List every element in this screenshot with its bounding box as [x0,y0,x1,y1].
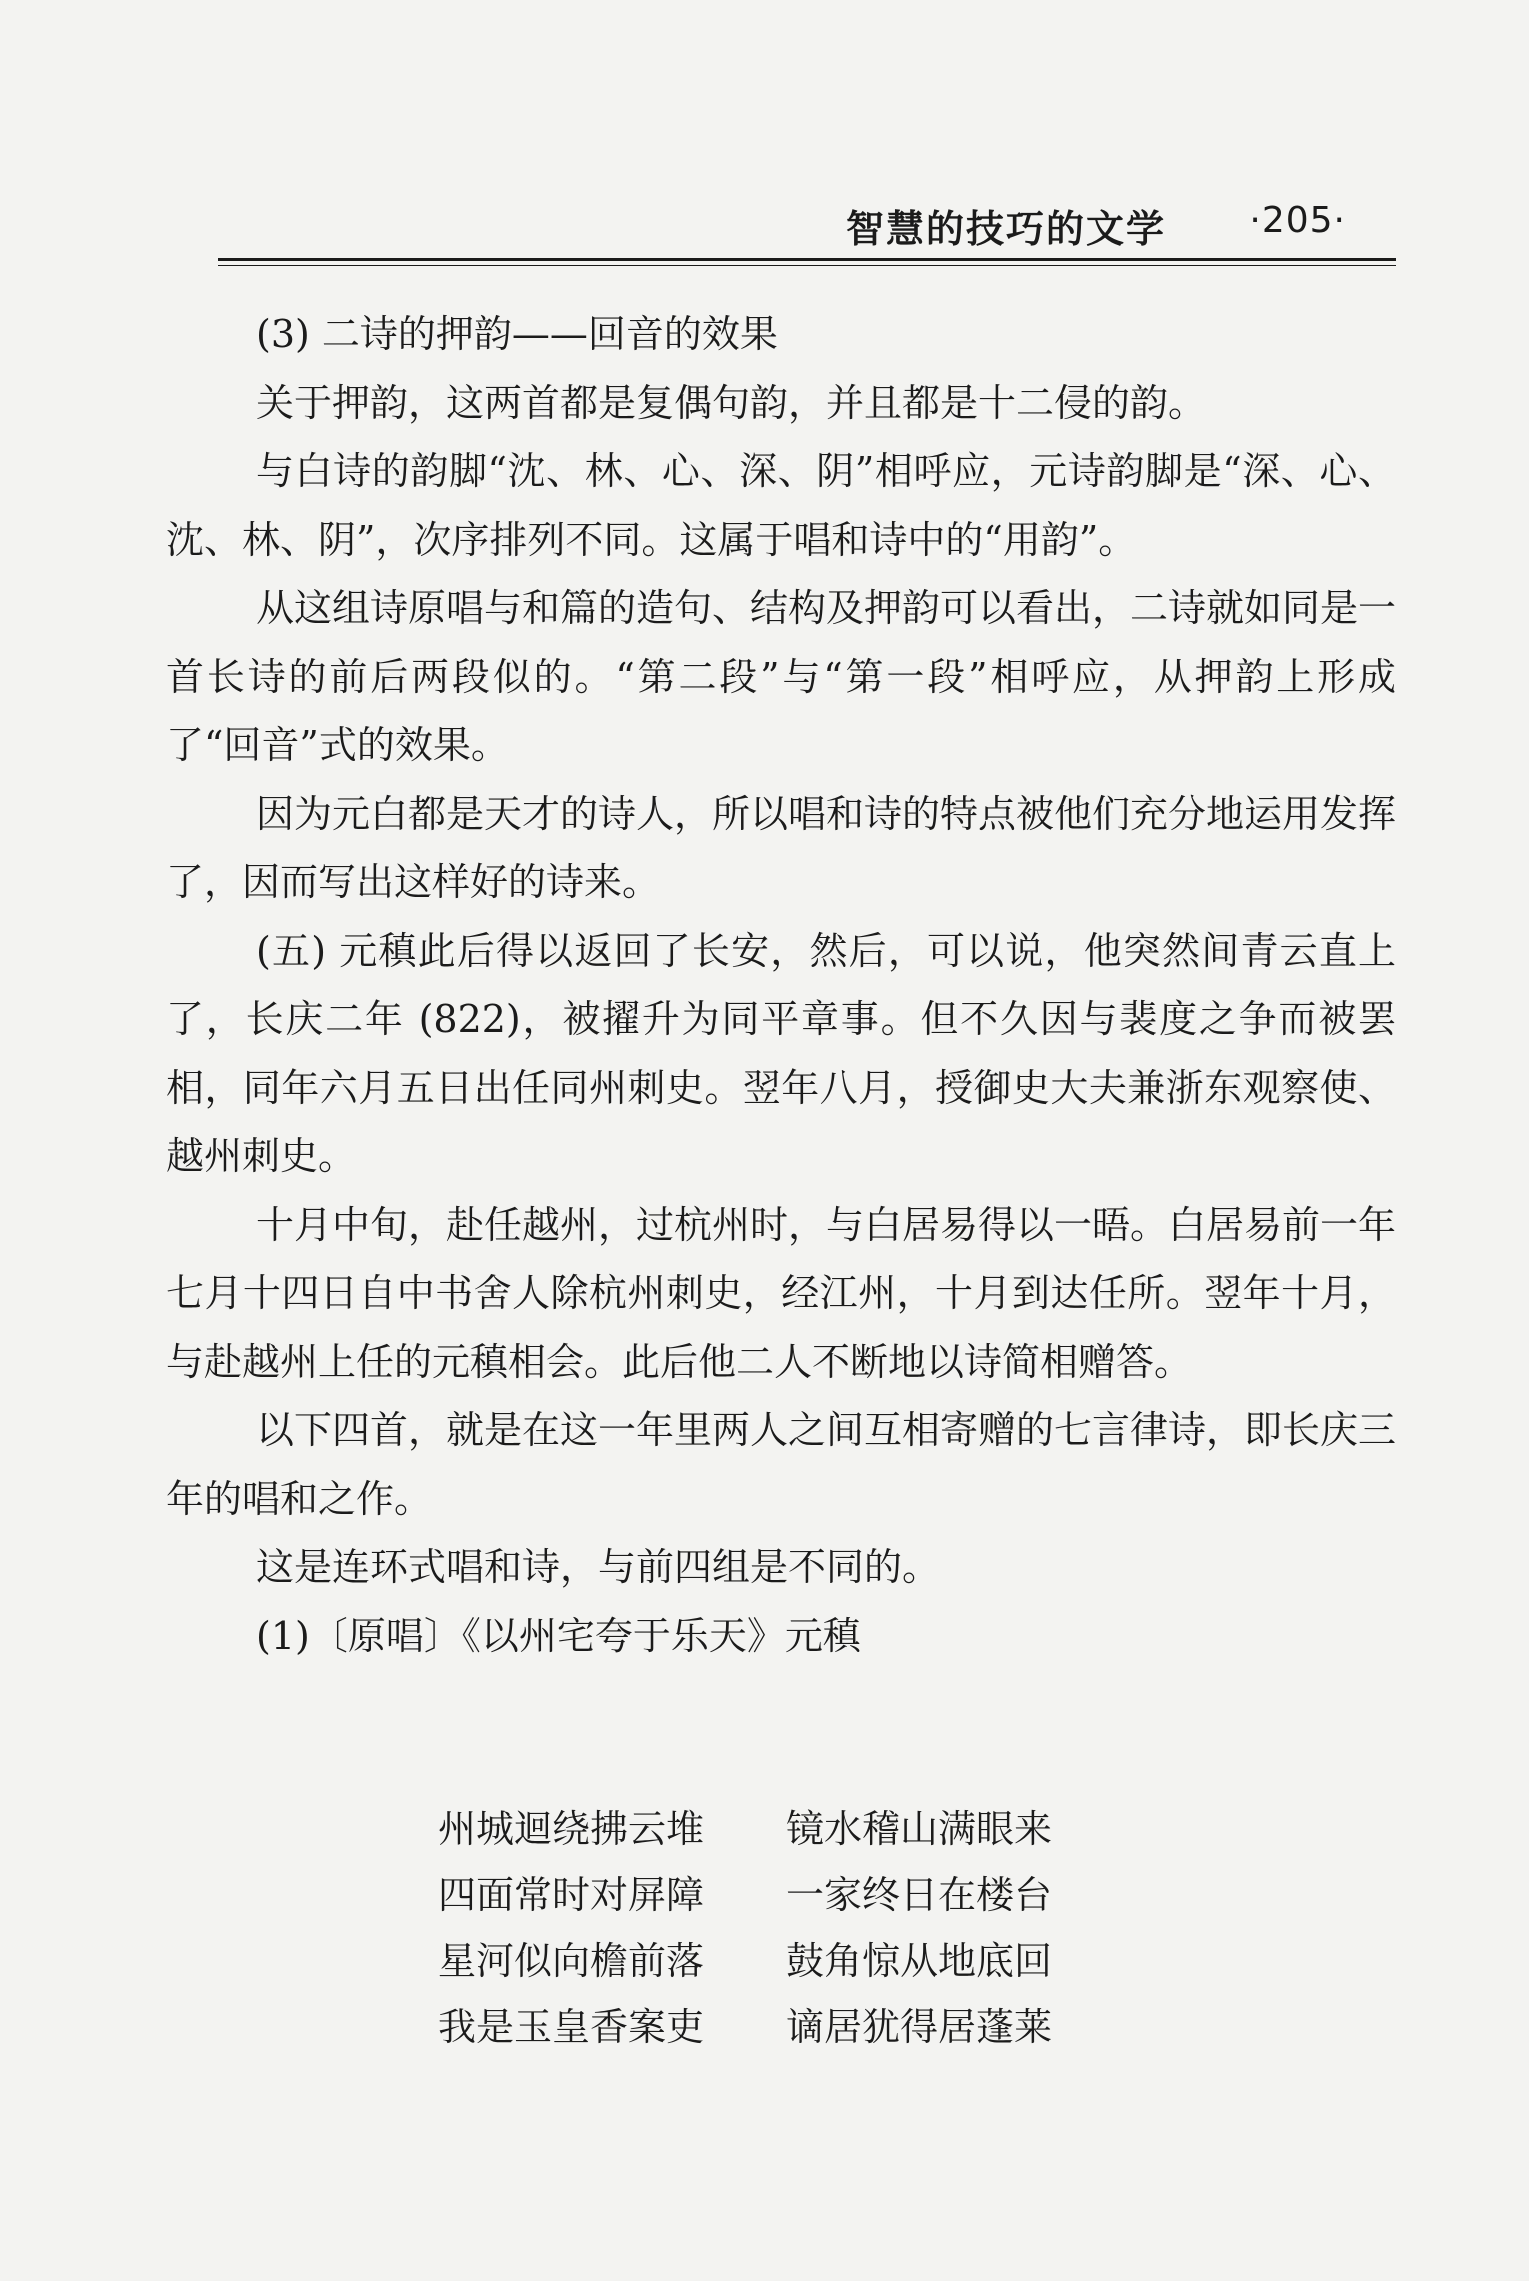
poem-line [438,1796,1158,1862]
header-rule-thin [218,265,1396,266]
poem-line-first-half: 星河似向檐前落 [438,1939,705,1983]
page-header [218,198,1396,254]
poem-line [438,1928,1158,1994]
paragraph: 十月中旬，赴任越州，过杭州时，与白居易得以一晤。白居易前一年七月十四日自中书舍人除杭州刺史，经江州，十月到达任所。翌年十月，与赴越州上任的元稹相会。此后他二人不断地以诗简相赠答。 [166,1202,1397,1384]
paragraph: 因为元白都是天才的诗人，所以唱和诗的特点被他们充分地运用发挥了，因而写出这样好的诗来。 [166,791,1397,904]
poem-line-first-half: 州城迴绕拂云堆 [438,1807,705,1851]
poem-line [438,1862,1158,1928]
paragraph: 与白诗的韵脚“沈、林、心、深、阴”相呼应，元诗韵脚是“深、心、沈、林、阴”，次序排列不同。这属于唱和诗中的“用韵”。 [166,449,1396,562]
poem [438,1796,1158,2060]
poem-line-second-half: 镜水稽山满眼来 [786,1807,1053,1851]
page-number: ·205· [1249,200,1346,241]
poem-line [438,1994,1158,2060]
running-title: 智慧的技巧的文学 [845,207,1166,251]
paragraph: (五) 元稹此后得以返回了长安，然后，可以说，他突然间青云直上了，长庆二年 (822)，被擢升为同平章事。但不久因与裴度之争而被罢相，同年六月五日出任同州刺史。翌年八月，授御史大夫兼浙东观察使、越州刺史。 [166,928,1396,1178]
paragraph: 从这组诗原唱与和篇的造句、结构及押韵可以看出，二诗就如同是一首长诗的前后两段似的。“第二段”与“第一段”相呼应，从押韵上形成了“回音”式的效果。 [166,586,1397,767]
body-text [166,300,1396,1670]
poem-line-second-half: 一家终日在楼台 [786,1873,1053,1917]
paragraph: 这是连环式唱和诗，与前四组是不同的。 [256,1545,941,1589]
poem-line-first-half: 四面常时对屏障 [438,1873,705,1917]
poem-line-second-half: 谪居犹得居蓬莱 [786,2005,1053,2049]
paragraph: 以下四首，就是在这一年里两人之间互相寄赠的七言律诗，即长庆三年的唱和之作。 [166,1408,1397,1521]
paragraph: 关于押韵，这两首都是复偶句韵，并且都是十二侵的韵。 [256,380,1207,425]
poem-line-first-half: 我是玉皇香案吏 [438,2005,705,2049]
paragraph-subheading: (3) 二诗的押韵——回音的效果 [256,312,778,356]
poem-line-second-half: 鼓角惊从地底回 [786,1939,1053,1983]
poem-heading: (1)〔原唱〕《以州宅夸于乐天》元稹 [256,1613,861,1658]
header-rule-thick [218,258,1396,261]
